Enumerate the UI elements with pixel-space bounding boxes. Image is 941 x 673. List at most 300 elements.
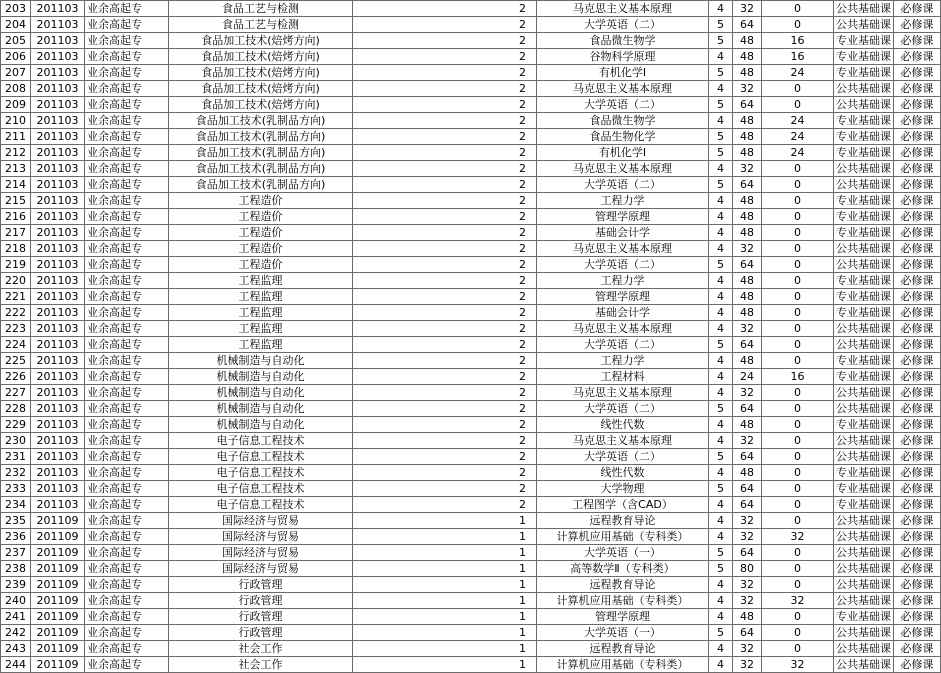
course-name-cell: 马克思主义基本原理 — [537, 241, 709, 257]
lab-hours-cell: 0 — [762, 273, 834, 289]
batch-code-cell: 201103 — [31, 289, 85, 305]
batch-code-cell: 201103 — [31, 321, 85, 337]
credits-cell: 5 — [709, 177, 733, 193]
program-level-cell: 业余高起专 — [85, 433, 169, 449]
lab-hours-cell: 0 — [762, 321, 834, 337]
course-type-cell: 必修课 — [894, 337, 941, 353]
batch-code-cell: 201103 — [31, 209, 85, 225]
credits-cell: 4 — [709, 113, 733, 129]
course-type-cell: 必修课 — [894, 593, 941, 609]
total-hours-cell: 48 — [733, 289, 762, 305]
program-level-cell: 业余高起专 — [85, 289, 169, 305]
course-type-cell: 必修课 — [894, 49, 941, 65]
row-number-cell: 210 — [1, 113, 31, 129]
program-level-cell: 业余高起专 — [85, 465, 169, 481]
semester-cell: 1 — [353, 609, 537, 625]
course-category-cell: 公共基础课 — [834, 161, 894, 177]
major-cell: 国际经济与贸易 — [169, 561, 353, 577]
table-row — [1, 209, 941, 225]
program-level-cell: 业余高起专 — [85, 625, 169, 641]
course-name-cell: 高等数学Ⅱ（专科类） — [537, 561, 709, 577]
total-hours-cell: 64 — [733, 449, 762, 465]
course-name-cell: 远程教育导论 — [537, 577, 709, 593]
semester-cell: 2 — [353, 1, 537, 17]
lab-hours-cell: 0 — [762, 289, 834, 305]
semester-cell: 2 — [353, 129, 537, 145]
batch-code-cell: 201103 — [31, 449, 85, 465]
major-cell: 行政管理 — [169, 593, 353, 609]
course-name-cell: 大学英语（一） — [537, 625, 709, 641]
course-type-cell: 必修课 — [894, 449, 941, 465]
course-type-cell: 必修课 — [894, 273, 941, 289]
course-type-cell: 必修课 — [894, 609, 941, 625]
semester-cell: 2 — [353, 289, 537, 305]
program-level-cell: 业余高起专 — [85, 97, 169, 113]
batch-code-cell: 201103 — [31, 193, 85, 209]
major-cell: 电子信息工程技术 — [169, 481, 353, 497]
major-cell: 食品加工技术(乳制品方向) — [169, 161, 353, 177]
course-name-cell: 马克思主义基本原理 — [537, 1, 709, 17]
total-hours-cell: 48 — [733, 65, 762, 81]
batch-code-cell: 201109 — [31, 513, 85, 529]
total-hours-cell: 32 — [733, 241, 762, 257]
course-type-cell: 必修课 — [894, 657, 941, 673]
major-cell: 工程监理 — [169, 321, 353, 337]
credits-cell: 4 — [709, 193, 733, 209]
course-name-cell: 马克思主义基本原理 — [537, 161, 709, 177]
major-cell: 电子信息工程技术 — [169, 465, 353, 481]
row-number-cell: 235 — [1, 513, 31, 529]
program-level-cell: 业余高起专 — [85, 33, 169, 49]
course-type-cell: 必修课 — [894, 401, 941, 417]
batch-code-cell: 201109 — [31, 609, 85, 625]
total-hours-cell: 48 — [733, 609, 762, 625]
total-hours-cell: 32 — [733, 433, 762, 449]
semester-cell: 2 — [353, 337, 537, 353]
row-number-cell: 214 — [1, 177, 31, 193]
major-cell: 食品加工技术(乳制品方向) — [169, 145, 353, 161]
row-number-cell: 225 — [1, 353, 31, 369]
course-category-cell: 专业基础课 — [834, 49, 894, 65]
course-type-cell: 必修课 — [894, 577, 941, 593]
semester-cell: 1 — [353, 529, 537, 545]
semester-cell: 2 — [353, 65, 537, 81]
major-cell: 国际经济与贸易 — [169, 529, 353, 545]
table-row — [1, 129, 941, 145]
course-name-cell: 大学英语（二） — [537, 401, 709, 417]
program-level-cell: 业余高起专 — [85, 65, 169, 81]
row-number-cell: 208 — [1, 81, 31, 97]
table-row — [1, 577, 941, 593]
course-type-cell: 必修课 — [894, 129, 941, 145]
course-category-cell: 专业基础课 — [834, 305, 894, 321]
course-type-cell: 必修课 — [894, 481, 941, 497]
course-category-cell: 公共基础课 — [834, 337, 894, 353]
batch-code-cell: 201103 — [31, 465, 85, 481]
lab-hours-cell: 0 — [762, 545, 834, 561]
course-category-cell: 专业基础课 — [834, 417, 894, 433]
course-type-cell: 必修课 — [894, 417, 941, 433]
credits-cell: 5 — [709, 145, 733, 161]
batch-code-cell: 201103 — [31, 161, 85, 177]
row-number-cell: 243 — [1, 641, 31, 657]
course-name-cell: 工程材料 — [537, 369, 709, 385]
total-hours-cell: 32 — [733, 161, 762, 177]
course-category-cell: 公共基础课 — [834, 449, 894, 465]
table-row — [1, 145, 941, 161]
major-cell: 工程监理 — [169, 337, 353, 353]
batch-code-cell: 201109 — [31, 593, 85, 609]
credits-cell: 4 — [709, 209, 733, 225]
total-hours-cell: 24 — [733, 369, 762, 385]
batch-code-cell: 201103 — [31, 257, 85, 273]
semester-cell: 2 — [353, 417, 537, 433]
row-number-cell: 238 — [1, 561, 31, 577]
credits-cell: 4 — [709, 657, 733, 673]
total-hours-cell: 48 — [733, 273, 762, 289]
lab-hours-cell: 0 — [762, 305, 834, 321]
semester-cell: 1 — [353, 545, 537, 561]
major-cell: 电子信息工程技术 — [169, 497, 353, 513]
program-level-cell: 业余高起专 — [85, 481, 169, 497]
major-cell: 机械制造与自动化 — [169, 417, 353, 433]
program-level-cell: 业余高起专 — [85, 193, 169, 209]
semester-cell: 2 — [353, 433, 537, 449]
course-name-cell: 线性代数 — [537, 465, 709, 481]
lab-hours-cell: 32 — [762, 529, 834, 545]
total-hours-cell: 32 — [733, 657, 762, 673]
course-name-cell: 大学物理 — [537, 481, 709, 497]
credits-cell: 4 — [709, 433, 733, 449]
batch-code-cell: 201103 — [31, 273, 85, 289]
credits-cell: 4 — [709, 353, 733, 369]
course-category-cell: 公共基础课 — [834, 513, 894, 529]
course-category-cell: 专业基础课 — [834, 209, 894, 225]
row-number-cell: 241 — [1, 609, 31, 625]
table-row — [1, 465, 941, 481]
semester-cell: 2 — [353, 225, 537, 241]
major-cell: 工程造价 — [169, 209, 353, 225]
course-name-cell: 工程力学 — [537, 353, 709, 369]
course-type-cell: 必修课 — [894, 641, 941, 657]
table-row — [1, 385, 941, 401]
course-type-cell: 必修课 — [894, 465, 941, 481]
credits-cell: 5 — [709, 449, 733, 465]
course-name-cell: 马克思主义基本原理 — [537, 321, 709, 337]
table-row — [1, 449, 941, 465]
lab-hours-cell: 0 — [762, 465, 834, 481]
program-level-cell: 业余高起专 — [85, 1, 169, 17]
batch-code-cell: 201109 — [31, 641, 85, 657]
total-hours-cell: 64 — [733, 497, 762, 513]
semester-cell: 1 — [353, 641, 537, 657]
semester-cell: 2 — [353, 113, 537, 129]
credits-cell: 4 — [709, 273, 733, 289]
credits-cell: 4 — [709, 225, 733, 241]
course-category-cell: 专业基础课 — [834, 113, 894, 129]
course-type-cell: 必修课 — [894, 561, 941, 577]
semester-cell: 2 — [353, 385, 537, 401]
lab-hours-cell: 24 — [762, 129, 834, 145]
major-cell: 工程造价 — [169, 225, 353, 241]
semester-cell: 2 — [353, 401, 537, 417]
course-category-cell: 专业基础课 — [834, 145, 894, 161]
course-name-cell: 管理学原理 — [537, 209, 709, 225]
credits-cell: 4 — [709, 513, 733, 529]
major-cell: 社会工作 — [169, 641, 353, 657]
course-category-cell: 公共基础课 — [834, 81, 894, 97]
semester-cell: 2 — [353, 193, 537, 209]
table-row — [1, 113, 941, 129]
row-number-cell: 206 — [1, 49, 31, 65]
table-row — [1, 17, 941, 33]
row-number-cell: 242 — [1, 625, 31, 641]
table-row — [1, 481, 941, 497]
table-row — [1, 81, 941, 97]
course-type-cell: 必修课 — [894, 113, 941, 129]
course-name-cell: 大学英语（二） — [537, 449, 709, 465]
course-name-cell: 工程力学 — [537, 273, 709, 289]
credits-cell: 5 — [709, 545, 733, 561]
credits-cell: 5 — [709, 401, 733, 417]
lab-hours-cell: 0 — [762, 257, 834, 273]
major-cell: 行政管理 — [169, 609, 353, 625]
total-hours-cell: 64 — [733, 481, 762, 497]
course-category-cell: 专业基础课 — [834, 465, 894, 481]
semester-cell: 2 — [353, 353, 537, 369]
program-level-cell: 业余高起专 — [85, 305, 169, 321]
batch-code-cell: 201103 — [31, 113, 85, 129]
course-type-cell: 必修课 — [894, 241, 941, 257]
batch-code-cell: 201103 — [31, 337, 85, 353]
course-name-cell: 食品生物化学 — [537, 129, 709, 145]
lab-hours-cell: 0 — [762, 561, 834, 577]
table-row — [1, 417, 941, 433]
course-category-cell: 公共基础课 — [834, 625, 894, 641]
lab-hours-cell: 0 — [762, 385, 834, 401]
program-level-cell: 业余高起专 — [85, 257, 169, 273]
credits-cell: 4 — [709, 497, 733, 513]
row-number-cell: 226 — [1, 369, 31, 385]
total-hours-cell: 32 — [733, 529, 762, 545]
credits-cell: 4 — [709, 593, 733, 609]
major-cell: 工程造价 — [169, 241, 353, 257]
course-category-cell: 公共基础课 — [834, 241, 894, 257]
course-type-cell: 必修课 — [894, 209, 941, 225]
table-body — [1, 1, 941, 673]
table-row — [1, 273, 941, 289]
program-level-cell: 业余高起专 — [85, 113, 169, 129]
credits-cell: 5 — [709, 481, 733, 497]
program-level-cell: 业余高起专 — [85, 609, 169, 625]
program-level-cell: 业余高起专 — [85, 129, 169, 145]
semester-cell: 2 — [353, 257, 537, 273]
credits-cell: 4 — [709, 321, 733, 337]
course-type-cell: 必修课 — [894, 161, 941, 177]
lab-hours-cell: 24 — [762, 65, 834, 81]
row-number-cell: 237 — [1, 545, 31, 561]
row-number-cell: 229 — [1, 417, 31, 433]
semester-cell: 1 — [353, 593, 537, 609]
batch-code-cell: 201109 — [31, 561, 85, 577]
major-cell: 食品加工技术(焙烤方向) — [169, 49, 353, 65]
table-row — [1, 657, 941, 673]
credits-cell: 5 — [709, 257, 733, 273]
course-type-cell: 必修课 — [894, 529, 941, 545]
course-name-cell: 马克思主义基本原理 — [537, 81, 709, 97]
semester-cell: 2 — [353, 209, 537, 225]
credits-cell: 4 — [709, 305, 733, 321]
course-category-cell: 专业基础课 — [834, 609, 894, 625]
table-row — [1, 65, 941, 81]
batch-code-cell: 201103 — [31, 369, 85, 385]
row-number-cell: 240 — [1, 593, 31, 609]
table-row — [1, 593, 941, 609]
table-row — [1, 561, 941, 577]
course-category-cell: 公共基础课 — [834, 177, 894, 193]
lab-hours-cell: 0 — [762, 193, 834, 209]
semester-cell: 1 — [353, 577, 537, 593]
course-type-cell: 必修课 — [894, 65, 941, 81]
course-category-cell: 专业基础课 — [834, 353, 894, 369]
table-row — [1, 305, 941, 321]
table-row — [1, 513, 941, 529]
lab-hours-cell: 32 — [762, 593, 834, 609]
course-type-cell: 必修课 — [894, 545, 941, 561]
batch-code-cell: 201103 — [31, 33, 85, 49]
row-number-cell: 239 — [1, 577, 31, 593]
major-cell: 机械制造与自动化 — [169, 401, 353, 417]
semester-cell: 2 — [353, 449, 537, 465]
course-name-cell: 大学英语（一） — [537, 545, 709, 561]
lab-hours-cell: 0 — [762, 417, 834, 433]
program-level-cell: 业余高起专 — [85, 545, 169, 561]
batch-code-cell: 201103 — [31, 177, 85, 193]
course-name-cell: 计算机应用基础（专科类） — [537, 529, 709, 545]
row-number-cell: 228 — [1, 401, 31, 417]
row-number-cell: 209 — [1, 97, 31, 113]
semester-cell: 2 — [353, 145, 537, 161]
course-name-cell: 远程教育导论 — [537, 641, 709, 657]
course-category-cell: 公共基础课 — [834, 385, 894, 401]
row-number-cell: 234 — [1, 497, 31, 513]
major-cell: 食品工艺与检测 — [169, 17, 353, 33]
course-name-cell: 远程教育导论 — [537, 513, 709, 529]
course-category-cell: 公共基础课 — [834, 657, 894, 673]
course-type-cell: 必修课 — [894, 145, 941, 161]
program-level-cell: 业余高起专 — [85, 369, 169, 385]
total-hours-cell: 48 — [733, 465, 762, 481]
program-level-cell: 业余高起专 — [85, 641, 169, 657]
table-row — [1, 369, 941, 385]
row-number-cell: 211 — [1, 129, 31, 145]
course-category-cell: 公共基础课 — [834, 433, 894, 449]
credits-cell: 5 — [709, 33, 733, 49]
total-hours-cell: 64 — [733, 17, 762, 33]
course-category-cell: 公共基础课 — [834, 401, 894, 417]
course-type-cell: 必修课 — [894, 81, 941, 97]
course-category-cell: 专业基础课 — [834, 193, 894, 209]
major-cell: 食品加工技术(焙烤方向) — [169, 33, 353, 49]
program-level-cell: 业余高起专 — [85, 241, 169, 257]
major-cell: 食品工艺与检测 — [169, 1, 353, 17]
table-row — [1, 193, 941, 209]
course-name-cell: 马克思主义基本原理 — [537, 433, 709, 449]
course-type-cell: 必修课 — [894, 257, 941, 273]
program-level-cell: 业余高起专 — [85, 529, 169, 545]
lab-hours-cell: 16 — [762, 49, 834, 65]
batch-code-cell: 201103 — [31, 417, 85, 433]
table-row — [1, 353, 941, 369]
program-level-cell: 业余高起专 — [85, 337, 169, 353]
table-row — [1, 49, 941, 65]
course-category-cell: 公共基础课 — [834, 593, 894, 609]
row-number-cell: 232 — [1, 465, 31, 481]
course-name-cell: 大学英语（二） — [537, 17, 709, 33]
major-cell: 社会工作 — [169, 657, 353, 673]
program-level-cell: 业余高起专 — [85, 273, 169, 289]
major-cell: 工程造价 — [169, 193, 353, 209]
lab-hours-cell: 0 — [762, 609, 834, 625]
lab-hours-cell: 0 — [762, 1, 834, 17]
row-number-cell: 227 — [1, 385, 31, 401]
row-number-cell: 204 — [1, 17, 31, 33]
table-row — [1, 545, 941, 561]
semester-cell: 2 — [353, 481, 537, 497]
major-cell: 食品加工技术(焙烤方向) — [169, 81, 353, 97]
course-type-cell: 必修课 — [894, 321, 941, 337]
major-cell: 电子信息工程技术 — [169, 433, 353, 449]
row-number-cell: 224 — [1, 337, 31, 353]
semester-cell: 2 — [353, 241, 537, 257]
table-row — [1, 337, 941, 353]
program-level-cell: 业余高起专 — [85, 385, 169, 401]
lab-hours-cell: 0 — [762, 161, 834, 177]
batch-code-cell: 201109 — [31, 577, 85, 593]
row-number-cell: 221 — [1, 289, 31, 305]
course-type-cell: 必修课 — [894, 193, 941, 209]
course-name-cell: 大学英语（二） — [537, 257, 709, 273]
program-level-cell: 业余高起专 — [85, 209, 169, 225]
program-level-cell: 业余高起专 — [85, 577, 169, 593]
row-number-cell: 222 — [1, 305, 31, 321]
course-type-cell: 必修课 — [894, 177, 941, 193]
course-name-cell: 大学英语（二） — [537, 97, 709, 113]
batch-code-cell: 201103 — [31, 225, 85, 241]
course-name-cell: 基础会计学 — [537, 225, 709, 241]
lab-hours-cell: 0 — [762, 433, 834, 449]
major-cell: 食品加工技术(乳制品方向) — [169, 129, 353, 145]
major-cell: 工程监理 — [169, 289, 353, 305]
total-hours-cell: 32 — [733, 1, 762, 17]
program-level-cell: 业余高起专 — [85, 497, 169, 513]
semester-cell: 1 — [353, 561, 537, 577]
course-name-cell: 管理学原理 — [537, 609, 709, 625]
semester-cell: 2 — [353, 161, 537, 177]
total-hours-cell: 64 — [733, 337, 762, 353]
row-number-cell: 233 — [1, 481, 31, 497]
table-row — [1, 257, 941, 273]
row-number-cell: 244 — [1, 657, 31, 673]
batch-code-cell: 201103 — [31, 241, 85, 257]
row-number-cell: 231 — [1, 449, 31, 465]
lab-hours-cell: 0 — [762, 97, 834, 113]
batch-code-cell: 201103 — [31, 1, 85, 17]
row-number-cell: 212 — [1, 145, 31, 161]
lab-hours-cell: 0 — [762, 513, 834, 529]
total-hours-cell: 48 — [733, 145, 762, 161]
course-category-cell: 公共基础课 — [834, 545, 894, 561]
